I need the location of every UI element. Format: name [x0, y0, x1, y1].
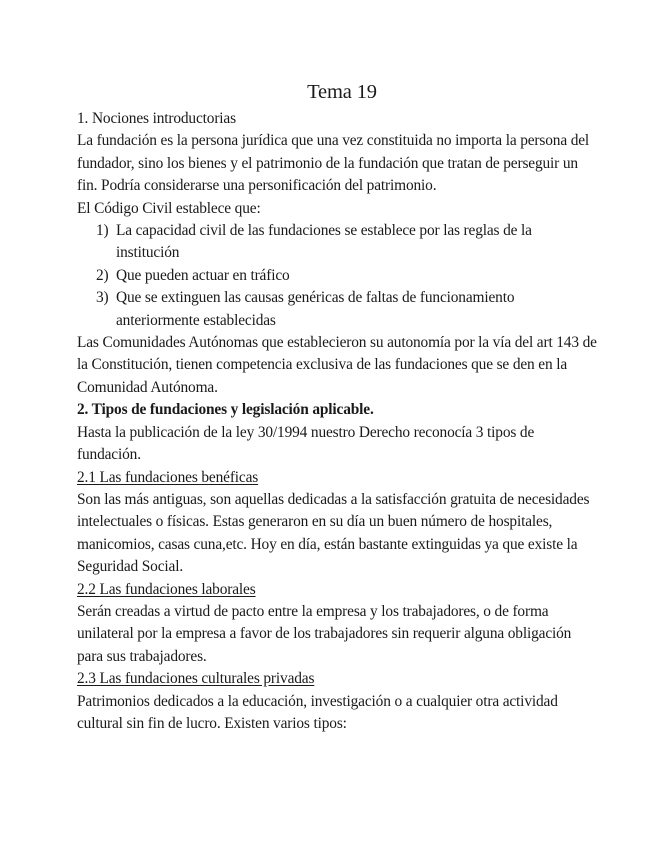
paragraph-culturales: Patrimonios dedicados a la educación, investigación o a cualquier otra actividad cultural sin fin de lucro. Existen varios tipos:	[77, 692, 558, 732]
subsection-heading-culturales: 2.3 Las fundaciones culturales privadas	[77, 670, 315, 688]
list-item-text: La capacidad civil de las fundaciones se establece por las reglas de la institución	[116, 222, 532, 262]
paragraph-tipos: Hasta la publicación de la ley 30/1994 nuestro Derecho reconocía 3 tipos de fundación.	[77, 423, 535, 464]
paragraph-codigo-civil: El Código Civil establece que:	[77, 199, 261, 217]
list-item-text: Que se extinguen las causas genéricas de faltas de funcionamiento anteriormente establecidas	[116, 289, 515, 329]
list-item	[77, 287, 597, 332]
list-item-number: 2)	[96, 266, 109, 284]
section-heading-1: 1. Nociones introductorias	[77, 110, 236, 127]
subsection-heading-beneficas: 2.1 Las fundaciones benéficas	[77, 468, 259, 486]
paragraph-definition: La fundación es la persona jurídica que una vez constituida no importa la persona del fundador, sino los bienes y el patrimonio de la fundación que tratan de perseguir un fin. Podría considerarse una personificación del patrimonio.	[77, 132, 590, 195]
paragraph-beneficas: Son las más antiguas, son aquellas dedicadas a la satisfacción gratuita de necesidades intelectuales o físicas. Estas generaron en su día un buen número de hospitales, manicomios, casas cuna,etc. Hoy en día, están bastante extinguidas ya que existe la Seguridad Social.	[77, 490, 590, 576]
paragraph-laborales: Serán creadas a virtud de pacto entre la empresa y los trabajadores, o de forma unilateral por la empresa a favor de los trabajadores sin requerir alguna obligación para sus trabajadores.	[77, 602, 572, 665]
list-item-number: 1)	[96, 222, 109, 240]
list-item	[77, 265, 597, 287]
list-item	[77, 220, 597, 265]
paragraph-comunidades: Las Comunidades Autónomas que establecieron su autonomía por la vía del art 143 de la Constitución, tienen competencia exclusiva de las fundaciones que se den en la Comunidad Autónoma.	[77, 334, 597, 396]
numbered-list	[77, 220, 597, 332]
document-page	[77, 78, 597, 735]
list-item-text: Que pueden actuar en tráfico	[116, 266, 290, 284]
page-title: Tema 19	[307, 81, 377, 103]
subsection-heading-laborales: 2.2 Las fundaciones laborales	[77, 580, 256, 598]
section-heading-2: 2. Tipos de fundaciones y legislación aplicable.	[77, 401, 374, 419]
list-item-number: 3)	[96, 289, 109, 307]
